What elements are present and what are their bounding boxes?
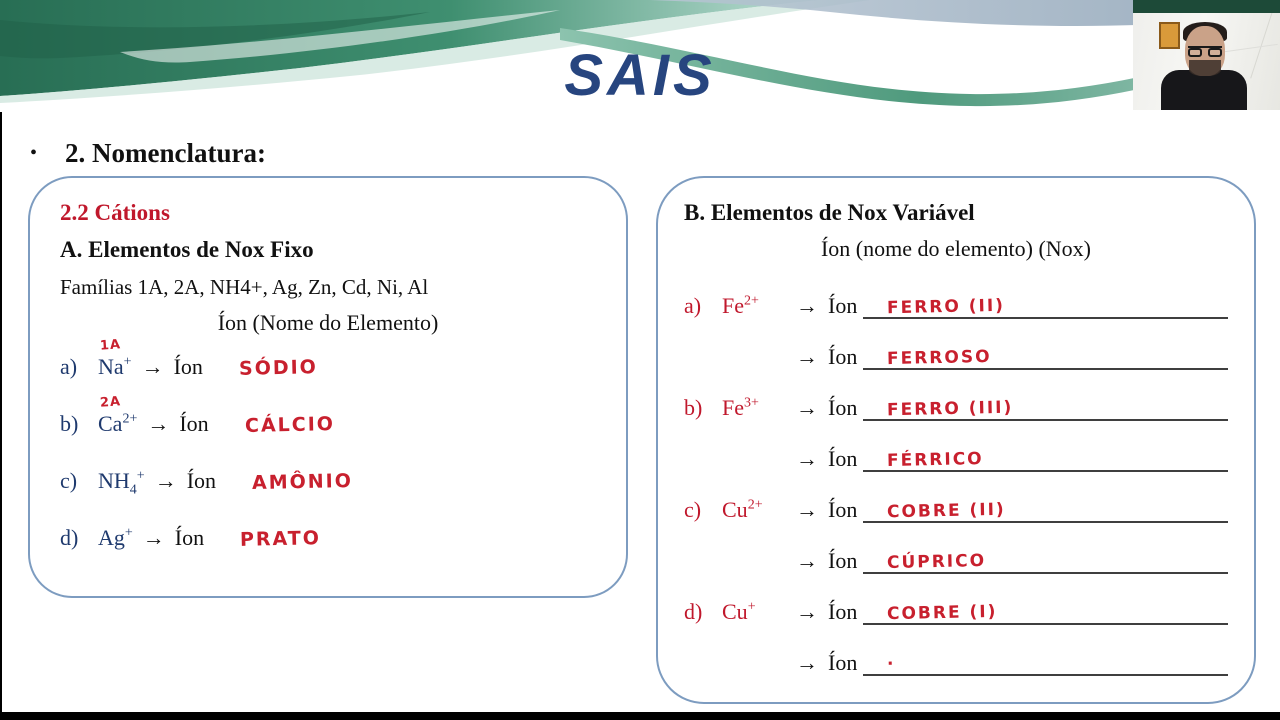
element-symbol: Na — [98, 354, 124, 379]
answer-blank-line — [863, 341, 1228, 370]
cation-row-nox — [684, 478, 1228, 529]
answer-blank-line — [863, 443, 1228, 472]
ion-word: Íon — [828, 344, 858, 369]
handwritten-answer: CÁLCIO — [244, 413, 335, 437]
handwritten-family-annotation: 1A — [99, 337, 122, 354]
ceiling-strip — [1133, 0, 1280, 13]
arrow: → — [796, 497, 818, 522]
answer-blank-line — [863, 596, 1228, 625]
section-heading-row — [30, 138, 266, 169]
item-label: a) — [684, 293, 702, 318]
left-frame-edge — [0, 112, 2, 720]
cation-formula — [98, 468, 145, 498]
element-symbol: Ca — [98, 411, 123, 436]
arrow: → — [796, 650, 818, 675]
section-heading: 2. Nomenclatura: — [65, 138, 266, 168]
bottom-letterbox-bar — [0, 712, 1280, 720]
ion-word: Íon — [828, 395, 858, 420]
element-charge: 2+ — [122, 411, 138, 427]
handwritten-answer: FÉRRICO — [887, 448, 985, 472]
element-symbol: NH — [98, 468, 130, 493]
families-line: Famílias 1A, 2A, NH4+, Ag, Zn, Cd, Ni, Al — [60, 275, 429, 299]
arrow: → — [796, 599, 818, 624]
element-symbol: Ag — [98, 525, 125, 550]
handwritten-answer: FERRO (III) — [887, 397, 1014, 421]
element-charge: 3+ — [744, 395, 759, 411]
naming-rule: Íon (Nome do Elemento) — [217, 310, 439, 335]
cation-row-name — [684, 427, 1228, 478]
glasses-lens — [1188, 48, 1202, 57]
cation-row — [60, 394, 596, 447]
ion-word: Íon — [828, 293, 858, 318]
arrow: → — [796, 293, 818, 318]
ion-word: Íon — [828, 548, 858, 573]
item-label: c) — [60, 468, 78, 493]
cation-formula — [722, 599, 796, 625]
cation-row-nox — [684, 274, 1228, 325]
cation-row-nox — [684, 580, 1228, 631]
element-charge: + — [123, 354, 132, 370]
handwritten-answer: PRATO — [239, 527, 322, 551]
cation-formula — [722, 293, 796, 319]
ion-word: Íon — [828, 650, 858, 675]
element-charge: + — [136, 468, 145, 484]
element-charge: 2+ — [744, 293, 759, 309]
arrow: → — [141, 354, 164, 379]
item-label: d) — [60, 525, 79, 550]
cation-row-name — [684, 529, 1228, 580]
naming-rule: Íon (nome do elemento) (Nox) — [820, 236, 1092, 261]
ion-word: Íon — [828, 599, 858, 624]
arrow: → — [142, 525, 165, 550]
element-subscript: 4 — [129, 482, 137, 498]
cation-formula — [98, 525, 133, 555]
presenter-glasses — [1188, 46, 1222, 55]
arrow: → — [796, 395, 818, 420]
handwritten-answer: COBRE (I) — [887, 601, 998, 625]
element-symbol: Cu — [722, 599, 748, 624]
fixed-nox-title: A. Elementos de Nox Fixo — [60, 237, 314, 262]
ion-word: Íon — [173, 354, 203, 379]
cations-subtitle: 2.2 Cátions — [60, 200, 170, 225]
answer-blank-line — [863, 647, 1228, 676]
cation-formula — [722, 395, 796, 421]
arrow: → — [154, 468, 177, 493]
cation-row — [60, 525, 596, 561]
arrow: → — [147, 411, 170, 436]
item-label: b) — [684, 395, 703, 420]
element-symbol: Cu — [722, 497, 748, 522]
answer-blank-line — [863, 545, 1228, 574]
glasses-lens — [1208, 48, 1222, 57]
presenter-torso — [1161, 70, 1247, 110]
bullet-point: • — [30, 142, 38, 164]
page-title: SAIS — [564, 43, 716, 108]
handwritten-answer: AMÔNIO — [251, 469, 354, 495]
ion-word: Íon — [174, 525, 205, 550]
cation-row-name — [684, 631, 1228, 682]
wall-seam — [1218, 44, 1278, 53]
cation-formula — [722, 497, 796, 523]
element-symbol: Fe — [722, 293, 744, 318]
handwritten-answer: FERROSO — [887, 346, 993, 370]
cation-formula — [98, 394, 138, 441]
item-label: b) — [60, 411, 79, 436]
ion-word: Íon — [828, 497, 858, 522]
handwritten-family-annotation: 2A — [99, 394, 122, 411]
cation-row — [60, 468, 596, 504]
arrow: → — [796, 548, 818, 573]
arrow: → — [796, 344, 818, 369]
ion-word: Íon — [179, 411, 209, 436]
variable-nox-title: B. Elementos de Nox Variável — [684, 200, 975, 225]
handwritten-answer: CÚPRICO — [887, 550, 987, 574]
ion-word: Íon — [186, 468, 217, 493]
element-charge: + — [124, 525, 133, 541]
element-charge: 2+ — [747, 497, 763, 513]
handwritten-answer: FERRO (II) — [887, 295, 1006, 319]
cation-row-name — [684, 325, 1228, 376]
presenter-beard — [1189, 60, 1221, 76]
answer-blank-line — [863, 494, 1228, 523]
item-label: c) — [684, 497, 702, 522]
handwritten-answer: COBRE (II) — [887, 499, 1007, 523]
handwritten-answer: · — [887, 653, 897, 675]
handwritten-answer: SÓDIO — [238, 356, 318, 380]
arrow: → — [796, 446, 818, 471]
picture-frame — [1159, 22, 1180, 49]
answer-blank-line — [863, 290, 1228, 319]
webcam-overlay — [1133, 0, 1280, 110]
fixed-nox-box — [28, 176, 628, 598]
item-label: d) — [684, 599, 703, 624]
cation-row — [60, 337, 596, 390]
ion-word: Íon — [828, 446, 858, 471]
element-charge: + — [747, 599, 756, 615]
element-symbol: Fe — [722, 395, 744, 420]
cation-row-nox — [684, 376, 1228, 427]
answer-blank-line — [863, 392, 1228, 421]
item-label: a) — [60, 354, 78, 379]
cation-formula — [98, 337, 132, 384]
variable-nox-box — [656, 176, 1256, 704]
